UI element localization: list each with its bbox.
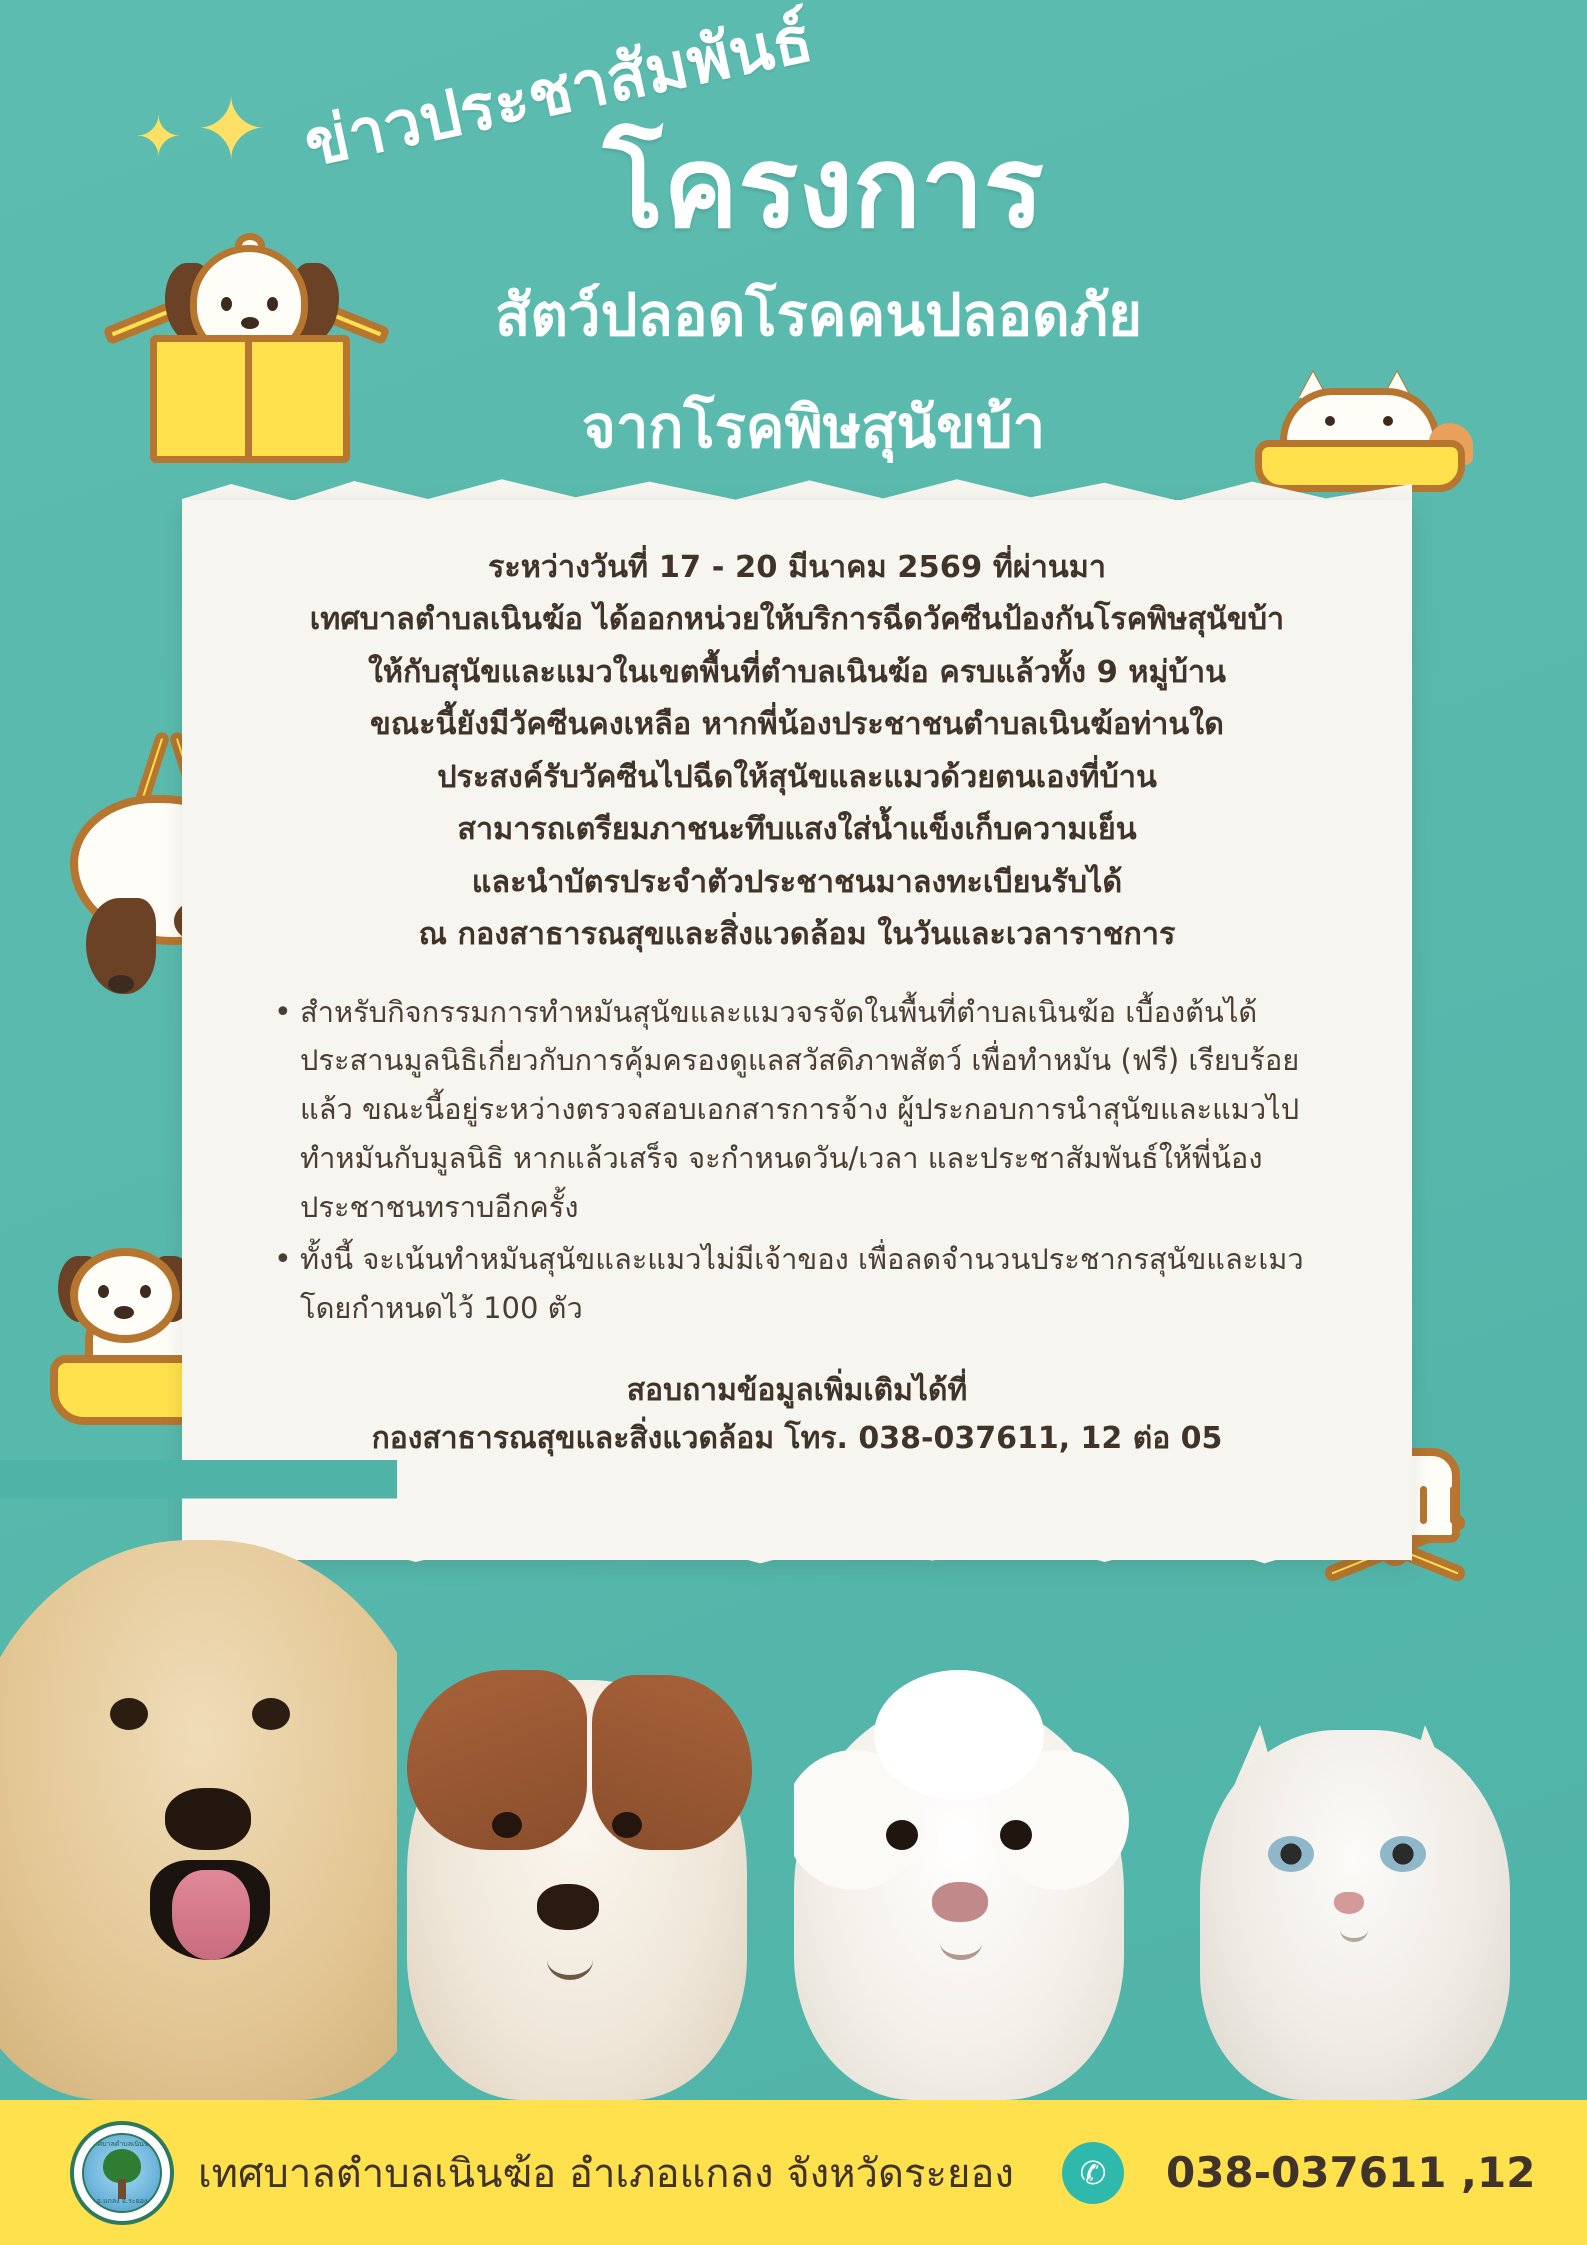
contact-heading: สอบถามข้อมูลเพิ่มเติมได้ที่ — [626, 1372, 968, 1408]
list-item: • สำหรับกิจกรรมการทำหมันสุนัขและแมวจรจัดในพื้นที่ตำบลเนินฆ้อ เบื้องต้นได้ประสานมูลนิธิเกี่ยวกับการคุ้มครองดูแลสวัสดิภาพสัตว์ เพื่อทำหมัน (ฟรี) เรียบร้อยแล้ว ขณะนี้อยู่ระหว่างตรวจสอบเอกสารการจ้าง ผู้ประกอบการนำสุนัขและแมวไปทำหมันกับมูลนิธิ หากแล้วเสร็จ จะกำหนดวัน/เวลา และประชาสัมพันธ์ให้พี่น้องประชาชนทราบอีกครั้ง — [300, 988, 1342, 1232]
pet-photo-strip — [0, 1460, 1587, 2100]
cat-in-bed-illustration — [1255, 370, 1475, 500]
dog-eye-right-icon — [1000, 1820, 1032, 1850]
box-seam-icon — [245, 335, 252, 463]
dog-eye-left-icon — [886, 1820, 918, 1850]
pet-bed-icon — [1255, 440, 1465, 492]
sparkle-icon: ✦ — [135, 105, 182, 170]
header-kicker: ข่าวประชาสัมพันธ์ — [298, 2, 820, 182]
dog-nose-icon — [537, 1884, 599, 1930]
phone-icon: ✆ — [1062, 2142, 1124, 2204]
dog-nose-icon — [114, 1306, 134, 1319]
dog-eye-left-icon — [110, 1698, 148, 1730]
page-title: โครงการ — [603, 123, 1044, 253]
dog-eye-left-icon — [221, 297, 232, 311]
dog-nose-icon — [241, 317, 259, 329]
page-subtitle-secondary: จากโรคพิษสุนัขบ้า — [581, 393, 1046, 461]
dog-eye-right-icon — [267, 297, 278, 311]
dog-in-box-illustration — [95, 225, 395, 475]
poster-header — [0, 0, 1587, 500]
intro-paragraph — [252, 542, 1342, 962]
footer-phone-number: 038-037611 ,12 — [1165, 2148, 1536, 2197]
dog-head-icon — [70, 1248, 180, 1343]
bullet-list — [252, 988, 1342, 1333]
dog-eye-right-icon — [140, 1285, 151, 1298]
seal-bottom-text: อ.แกลง จ.ระยอง — [96, 2196, 148, 2205]
intro-line: ให้กับสุนัขและแมวในเขตพื้นที่ตำบลเนินฆ้อ ครบแล้วทั้ง 9 หมู่บ้าน — [368, 654, 1226, 690]
cat-eye-left-icon — [1325, 416, 1335, 426]
tree-icon — [103, 2149, 141, 2183]
photo-golden-retriever — [0, 1460, 397, 2100]
intro-line: ณ กองสาธารณสุขและสิ่งแวดล้อม ในวันและเวลาราชการ — [418, 917, 1176, 953]
footer-organization: เทศบาลตำบลเนินฆ้อ อำเภอแกลง จังหวัดระยอง — [198, 2150, 1014, 2197]
poster-footer — [0, 2100, 1587, 2245]
intro-line: ระหว่างวันที่ 17 - 20 มีนาคม 2569 ที่ผ่านมา — [487, 550, 1106, 585]
list-item: • ทั้งนี้ จะเน้นทำหมันสุนัขและแมวไม่มีเจ้าของ เพื่อลดจำนวนประชากรสุนัขและเมว โดยกำหนดไว้ 100 ตัว — [300, 1235, 1342, 1332]
cat-eye-left-icon — [1268, 1836, 1314, 1872]
dog-tongue — [172, 1870, 250, 1960]
intro-line: สามารถเตรียมภาชนะทึบแสงใส่น้ำแข็งเก็บความเย็น — [457, 812, 1137, 848]
dog-nose-icon — [165, 1788, 251, 1850]
cat-eye-right-icon — [1380, 1836, 1426, 1872]
seal-top-text: เทศบาลตำบลเนินฆ้อ — [90, 2139, 154, 2148]
photo-brown-white-puppy — [397, 1460, 794, 2100]
photo-white-kitten — [1190, 1460, 1587, 2100]
dog-eye-left-icon — [98, 1285, 109, 1298]
municipality-seal — [70, 2121, 174, 2225]
dog-head-fluff — [874, 1670, 1044, 1800]
dog-mouth — [547, 1940, 593, 1980]
contact-block — [252, 1367, 1342, 1463]
intro-line: และนำบัตรประจำตัวประชาชนมาลงทะเบียนรับได้ — [471, 864, 1123, 900]
cat-eye-right-icon — [1383, 416, 1393, 426]
sparkle-icon: ✦ — [195, 80, 268, 180]
page-subtitle: สัตว์ปลอดโรคคนปลอดภัย — [494, 281, 1143, 349]
dog-eye-left-icon — [492, 1812, 522, 1838]
content-panel — [182, 500, 1412, 1560]
intro-line: ประสงค์รับวัคซีนไปฉีดให้สุนัขและแมวด้วยตนเองที่บ้าน — [437, 759, 1157, 795]
photo-white-poodle — [794, 1460, 1191, 2100]
intro-line: ขณะนี้ยังมีวัคซีนคงเหลือ หากพี่น้องประชาชนตำบลเนินฆ้อท่านใด — [370, 707, 1224, 743]
dog-eye-right-icon — [612, 1812, 642, 1838]
dog-eye-right-icon — [252, 1698, 290, 1730]
intro-line: เทศบาลตำบลเนินฆ้อ ได้ออกหน่วยให้บริการฉีดวัคซีนป้องกันโรคพิษสุนัขบ้า — [309, 602, 1285, 638]
cat-face — [1200, 1730, 1510, 2100]
contact-detail: กองสาธารณสุขและสิ่งแวดล้อม โทร. 038-037611, 12 ต่อ 05 — [371, 1420, 1223, 1456]
dog-nose-icon — [932, 1882, 988, 1922]
dog-mouth — [940, 1926, 982, 1960]
seal-emblem-icon — [82, 2133, 162, 2213]
dog-nose-icon — [108, 975, 134, 993]
